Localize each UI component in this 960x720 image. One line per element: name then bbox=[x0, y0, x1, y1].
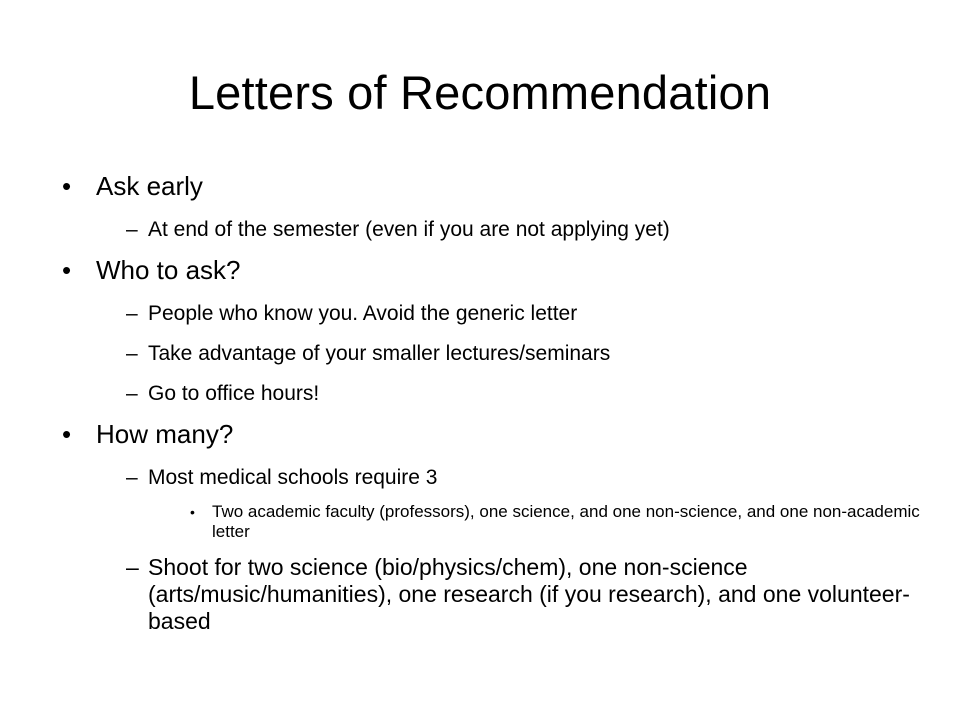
dash-marker: – bbox=[126, 466, 138, 489]
subitem-office-hours bbox=[126, 380, 922, 408]
dash-marker: – bbox=[126, 218, 138, 241]
subsubitem-text: Two academic faculty (professors), one science, and one non-science, and one non-academic letter bbox=[212, 502, 920, 541]
subitem-text: Take advantage of your smaller lectures/seminars bbox=[148, 342, 611, 365]
subitem-text: Shoot for two science (bio/physics/chem), one non-science (arts/music/humanities), one research (if you research), and one volunteer-based bbox=[148, 554, 910, 634]
subsubitem-academic-faculty bbox=[190, 502, 922, 542]
subitem-text: At end of the semester (even if you are not applying yet) bbox=[148, 218, 670, 241]
subitem-people-who-know-you bbox=[126, 300, 922, 328]
subitem-text: People who know you. Avoid the generic letter bbox=[148, 302, 578, 325]
subitem-shoot-for bbox=[126, 554, 922, 635]
bullet-marker: • bbox=[190, 504, 195, 520]
bullet-who-to-ask bbox=[62, 252, 922, 288]
slide-title: Letters of Recommendation bbox=[188, 66, 772, 119]
bullet-marker: • bbox=[62, 419, 72, 449]
subitem-require-3 bbox=[126, 464, 922, 492]
subitem-smaller-lectures bbox=[126, 340, 922, 368]
dash-marker: – bbox=[126, 382, 138, 405]
bullet-how-many bbox=[62, 416, 922, 452]
subitem-end-of-semester bbox=[126, 216, 922, 244]
slide-content bbox=[62, 168, 922, 635]
dash-marker: – bbox=[126, 302, 138, 325]
dash-marker: – bbox=[126, 554, 139, 580]
bullet-marker: • bbox=[62, 171, 72, 201]
bullet-marker: • bbox=[62, 255, 72, 285]
bullet-text: Ask early bbox=[96, 171, 203, 201]
bullet-text: Who to ask? bbox=[96, 255, 241, 285]
subitem-text: Most medical schools require 3 bbox=[148, 466, 438, 489]
bullet-text: How many? bbox=[96, 419, 234, 449]
dash-marker: – bbox=[126, 342, 138, 365]
bullet-ask-early bbox=[62, 168, 922, 204]
subitem-text: Go to office hours! bbox=[148, 382, 320, 405]
